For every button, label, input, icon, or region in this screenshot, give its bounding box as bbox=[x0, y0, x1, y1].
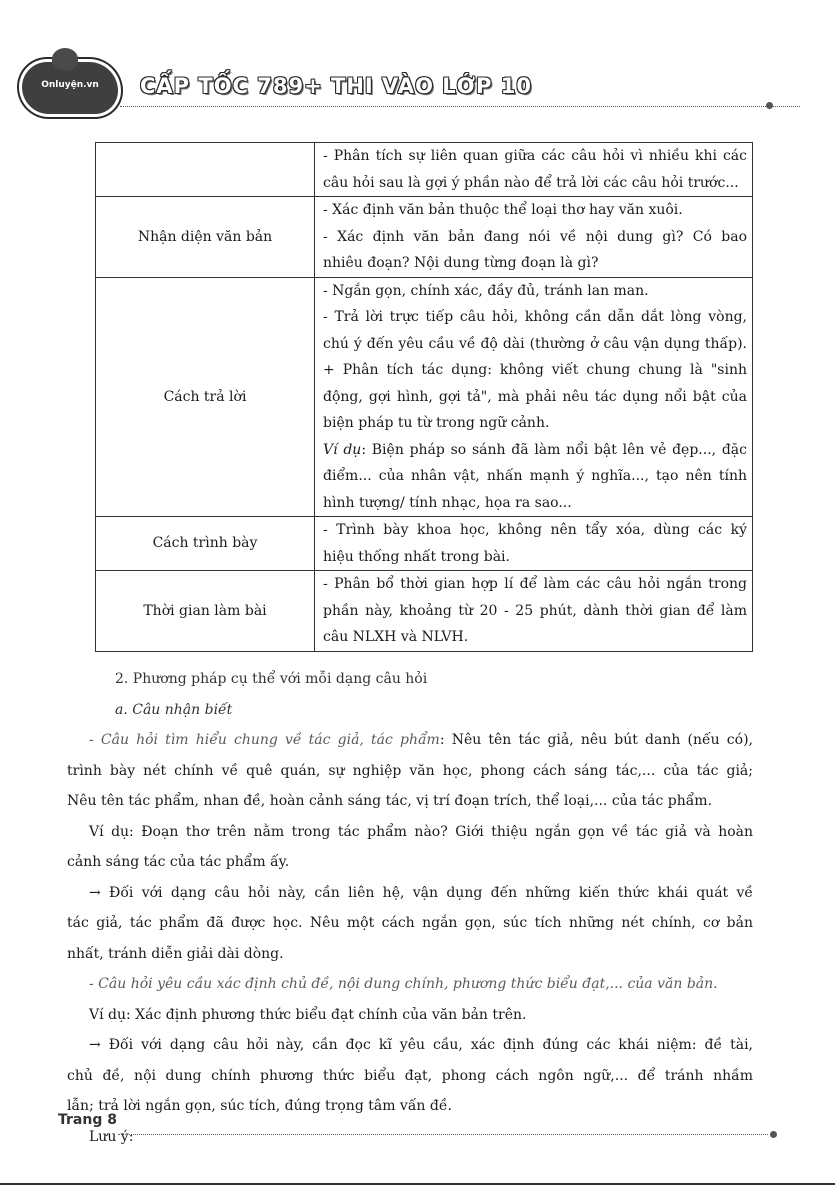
table-row bbox=[96, 277, 753, 517]
row-label: Nhận diện văn bản bbox=[96, 197, 315, 278]
example-paragraph bbox=[67, 1000, 753, 1031]
paragraph-line: chủ đề, nội dung chính phương thức biểu đạt, phong cách ngôn ngữ,... để tránh nhầm bbox=[67, 1067, 753, 1084]
paragraph-line: Ví dụ: Đoạn thơ trên nằm trong tác phẩm nào? Giới thiệu ngắn gọn về tác giả và hoàn bbox=[89, 823, 753, 840]
logo-text: Onluyện.vn bbox=[41, 80, 99, 90]
guidance-paragraph bbox=[67, 1030, 753, 1122]
paragraph-line: Nêu tên tác phẩm, nhan đề, hoàn cảnh sáng tác, vị trí đoạn trích, thể loại,... của tác phẩm. bbox=[67, 793, 713, 809]
content-line: - Trình bày khoa học, không nên tẩy xóa, dùng các ký bbox=[323, 522, 747, 538]
row-label: Thời gian làm bài bbox=[96, 571, 315, 652]
row-content bbox=[315, 277, 753, 517]
paragraph bbox=[67, 725, 753, 817]
table-row bbox=[96, 571, 753, 652]
footer-dot-icon bbox=[770, 1131, 777, 1138]
paragraph-line: nhất, tránh diễn giải dài dòng. bbox=[67, 945, 284, 962]
paragraph-line: Ví dụ: Xác định phương thức biểu đạt chính của văn bản trên. bbox=[89, 1006, 527, 1023]
brand-logo bbox=[22, 62, 118, 114]
content-line: câu NLXH và NLVH. bbox=[323, 629, 469, 645]
paragraph-line: tác giả, tác phẩm đã được học. Nêu một cách ngắn gọn, súc tích những nét chính, cơ bản bbox=[67, 915, 753, 931]
content-line: chú ý đến yêu cầu về độ dài (thường ở câu vận dụng thấp). bbox=[323, 335, 747, 352]
page-footer bbox=[58, 1110, 788, 1140]
row-label: Cách trả lời bbox=[96, 277, 315, 517]
example-paragraph bbox=[67, 817, 753, 878]
content-line: điểm... của nhân vật, nhấn mạnh ý nghĩa..., tạo nên tính bbox=[323, 468, 747, 484]
page-number: Trang 8 bbox=[58, 1112, 117, 1128]
table-row bbox=[96, 143, 753, 197]
content-line: + Phân tích tác dụng: không viết chung chung là "sinh bbox=[323, 362, 747, 378]
table-row bbox=[96, 517, 753, 571]
paragraph-line: → Đối với dạng câu hỏi này, cần liên hệ, vận dụng đến những kiến thức khái quát về bbox=[89, 884, 753, 901]
paragraph-line: lẫn; trả lời ngắn gọn, súc tích, đúng trọng tâm vấn đề. bbox=[67, 1098, 452, 1114]
note-label: Lưu ý: bbox=[89, 1128, 134, 1145]
content-line: động, gợi hình, gợi tả", mà phải nêu tác dụng nổi bật của bbox=[323, 388, 747, 405]
content-line: hình tượng/ tính nhạc, họa ra sao... bbox=[323, 494, 572, 511]
header-divider bbox=[120, 106, 800, 107]
content-line: biện pháp tu từ trong ngữ cảnh. bbox=[323, 415, 550, 431]
paragraph-line bbox=[67, 725, 753, 756]
table-row bbox=[96, 197, 753, 278]
subsection-heading: a. Câu nhận biết bbox=[115, 701, 233, 718]
paragraph-line: trình bày nét chính về quê quán, sự nghiệp văn học, phong cách sáng tác,... của tác giả; bbox=[67, 762, 753, 779]
question-type-lead: - Câu hỏi yêu cầu xác định chủ đề, nội dung chính, phương thức biểu đạt,... của văn bản. bbox=[89, 976, 718, 992]
paragraph-line: cảnh sáng tác của tác phẩm ấy. bbox=[67, 854, 290, 870]
content-line: - Ngắn gọn, chính xác, đầy đủ, tránh lan man. bbox=[323, 282, 649, 299]
question-type-lead: - Câu hỏi tìm hiểu chung về tác giả, tác phẩm bbox=[89, 732, 440, 748]
content-line: phần này, khoảng từ 20 - 25 phút, dành thời gian để làm bbox=[323, 602, 747, 619]
guidance-paragraph bbox=[67, 878, 753, 970]
row-label: Cách trình bày bbox=[96, 517, 315, 571]
content-line: - Phân bổ thời gian hợp lí để làm các câu hỏi ngắn trong bbox=[323, 576, 747, 592]
row-content bbox=[315, 571, 753, 652]
row-content bbox=[315, 143, 753, 197]
example-label: Ví dụ bbox=[323, 441, 362, 458]
content-line: - Trả lời trực tiếp câu hỏi, không cần dẫn dắt lòng vòng, bbox=[323, 309, 747, 325]
content-line: - Xác định văn bản thuộc thể loại thơ hay văn xuôi. bbox=[323, 202, 683, 218]
paragraph-text: : Nêu tên tác giả, nêu bút danh (nếu có), bbox=[439, 732, 753, 748]
row-content bbox=[315, 197, 753, 278]
content-line: câu hỏi sau là gợi ý phần nào để trả lời các câu hỏi trước... bbox=[323, 174, 739, 191]
row-label bbox=[96, 143, 315, 197]
book-title: CẤP TỐC 789+ THI VÀO LỚP 10 bbox=[140, 74, 532, 98]
method-table bbox=[95, 142, 753, 652]
header-dot-icon bbox=[766, 102, 773, 109]
page-bottom-border bbox=[0, 1183, 835, 1185]
section-heading: 2. Phương pháp cụ thể với mỗi dạng câu hỏi bbox=[115, 671, 428, 687]
content-line: hiệu thống nhất trong bài. bbox=[323, 548, 510, 565]
footer-divider bbox=[118, 1134, 768, 1135]
paragraph bbox=[67, 969, 753, 1000]
row-content bbox=[315, 517, 753, 571]
content-line: - Xác định văn bản đang nói về nội dung gì? Có bao bbox=[323, 228, 747, 245]
content-line: - Phân tích sự liên quan giữa các câu hỏi vì nhiều khi các bbox=[323, 148, 747, 164]
example-text: : Biện pháp so sánh đã làm nổi bật lên vẻ đẹp..., đặc bbox=[361, 441, 747, 458]
content-line bbox=[323, 437, 747, 464]
paragraph-line: → Đối với dạng câu hỏi này, cần đọc kĩ yêu cầu, xác định đúng các khái niệm: đề tài, bbox=[89, 1037, 753, 1053]
content-line: nhiêu đoạn? Nội dung từng đoạn là gì? bbox=[323, 255, 599, 271]
page-header bbox=[20, 44, 810, 114]
